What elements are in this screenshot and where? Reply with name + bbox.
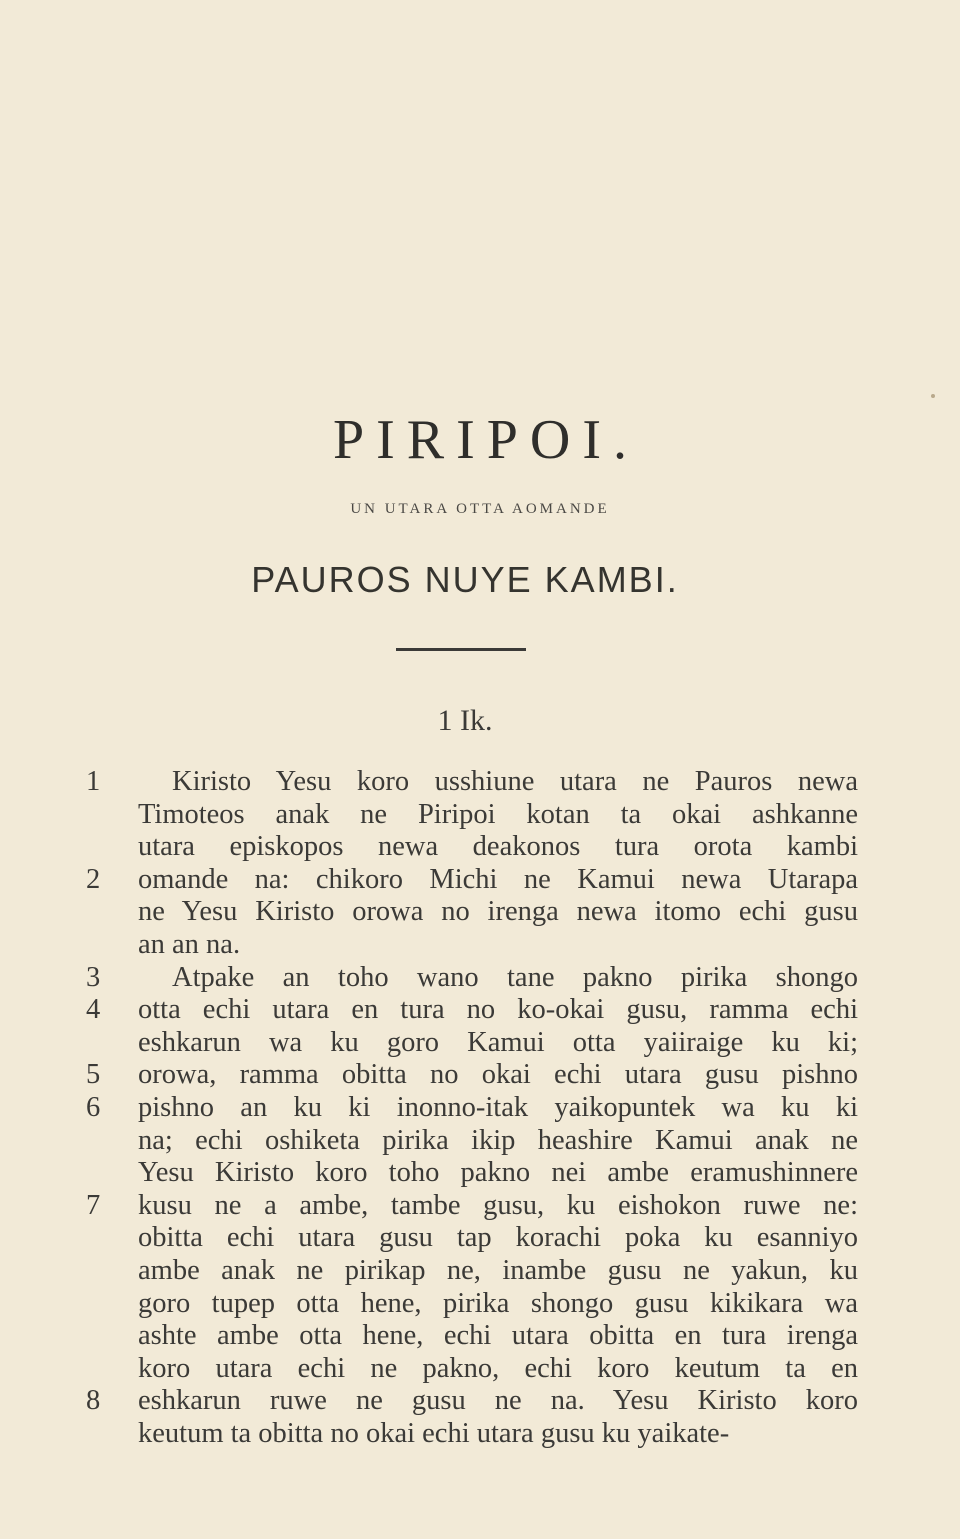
- verse-number: 3: [86, 961, 101, 993]
- text-line: otta echi utara en tura no ko-okai gusu, ramma echi: [138, 994, 858, 1026]
- text-line: utara episkopos newa deakonos tura orota kambi: [138, 831, 858, 863]
- verse-number: 4: [86, 994, 101, 1026]
- text-line: eshkarun wa ku goro Kamui otta yaiiraige ku ki;: [138, 1026, 858, 1058]
- body-text: [138, 766, 858, 1450]
- text-line: Timoteos anak ne Piripoi kotan ta okai ashkanne: [138, 798, 858, 830]
- verse-number: 6: [86, 1092, 101, 1123]
- text-line: orowa, ramma obitta no okai echi utara gusu pishno: [138, 1059, 858, 1091]
- verse-number: 1: [86, 766, 101, 797]
- divider-rule: [396, 648, 526, 651]
- text-line: eshkarun ruwe ne gusu ne na. Yesu Kiristo koro: [138, 1385, 858, 1417]
- text-line: ashte ambe otta hene, echi utara obitta en tura irenga: [138, 1320, 858, 1352]
- verse-number: 2: [86, 863, 101, 895]
- text-line: ambe anak ne pirikap ne, inambe gusu ne yakun, ku: [138, 1254, 858, 1286]
- text-line: keutum ta obitta no okai echi utara gusu ku yaikate-: [138, 1417, 730, 1449]
- book-subtitle: UN UTARA OTTA AOMANDE: [350, 501, 610, 517]
- text-line: ne Yesu Kiristo orowa no irenga newa itomo echi gusu: [138, 896, 858, 928]
- text-line: koro utara echi ne pakno, echi koro keutum ta en: [138, 1352, 858, 1384]
- verse-number: 7: [86, 1189, 101, 1221]
- text-line: obitta echi utara gusu tap korachi poka ku esanniyo: [138, 1222, 858, 1254]
- paper-speck: [931, 394, 935, 398]
- text-line: Atpake an toho wano tane pakno pirika shongo: [172, 961, 858, 993]
- verse-number: 5: [86, 1059, 101, 1091]
- text-line: Yesu Kiristo koro toho pakno nei ambe eramushinnere: [138, 1157, 858, 1189]
- text-line: an an na.: [138, 928, 241, 960]
- text-line: omande na: chikoro Michi ne Kamui newa Utarapa: [138, 863, 858, 895]
- verse-number: 8: [86, 1385, 101, 1417]
- text-line: goro tupep otta hene, pirika shongo gusu kikikara wa: [138, 1287, 858, 1319]
- section-heading: PAUROS NUYE KAMBI.: [251, 559, 679, 600]
- book-title: PIRIPOI.: [332, 409, 640, 471]
- chapter-number: 1 Ik.: [437, 704, 493, 737]
- text-line: pishno an ku ki inonno-itak yaikopuntek wa ku ki: [138, 1091, 858, 1123]
- text-line: na; echi oshiketa pirika ikip heashire Kamui anak ne: [138, 1124, 858, 1156]
- text-line: Kiristo Yesu koro usshiune utara ne Pauros newa: [172, 766, 858, 797]
- text-line: kusu ne a ambe, tambe gusu, ku eishokon ruwe ne:: [138, 1189, 858, 1221]
